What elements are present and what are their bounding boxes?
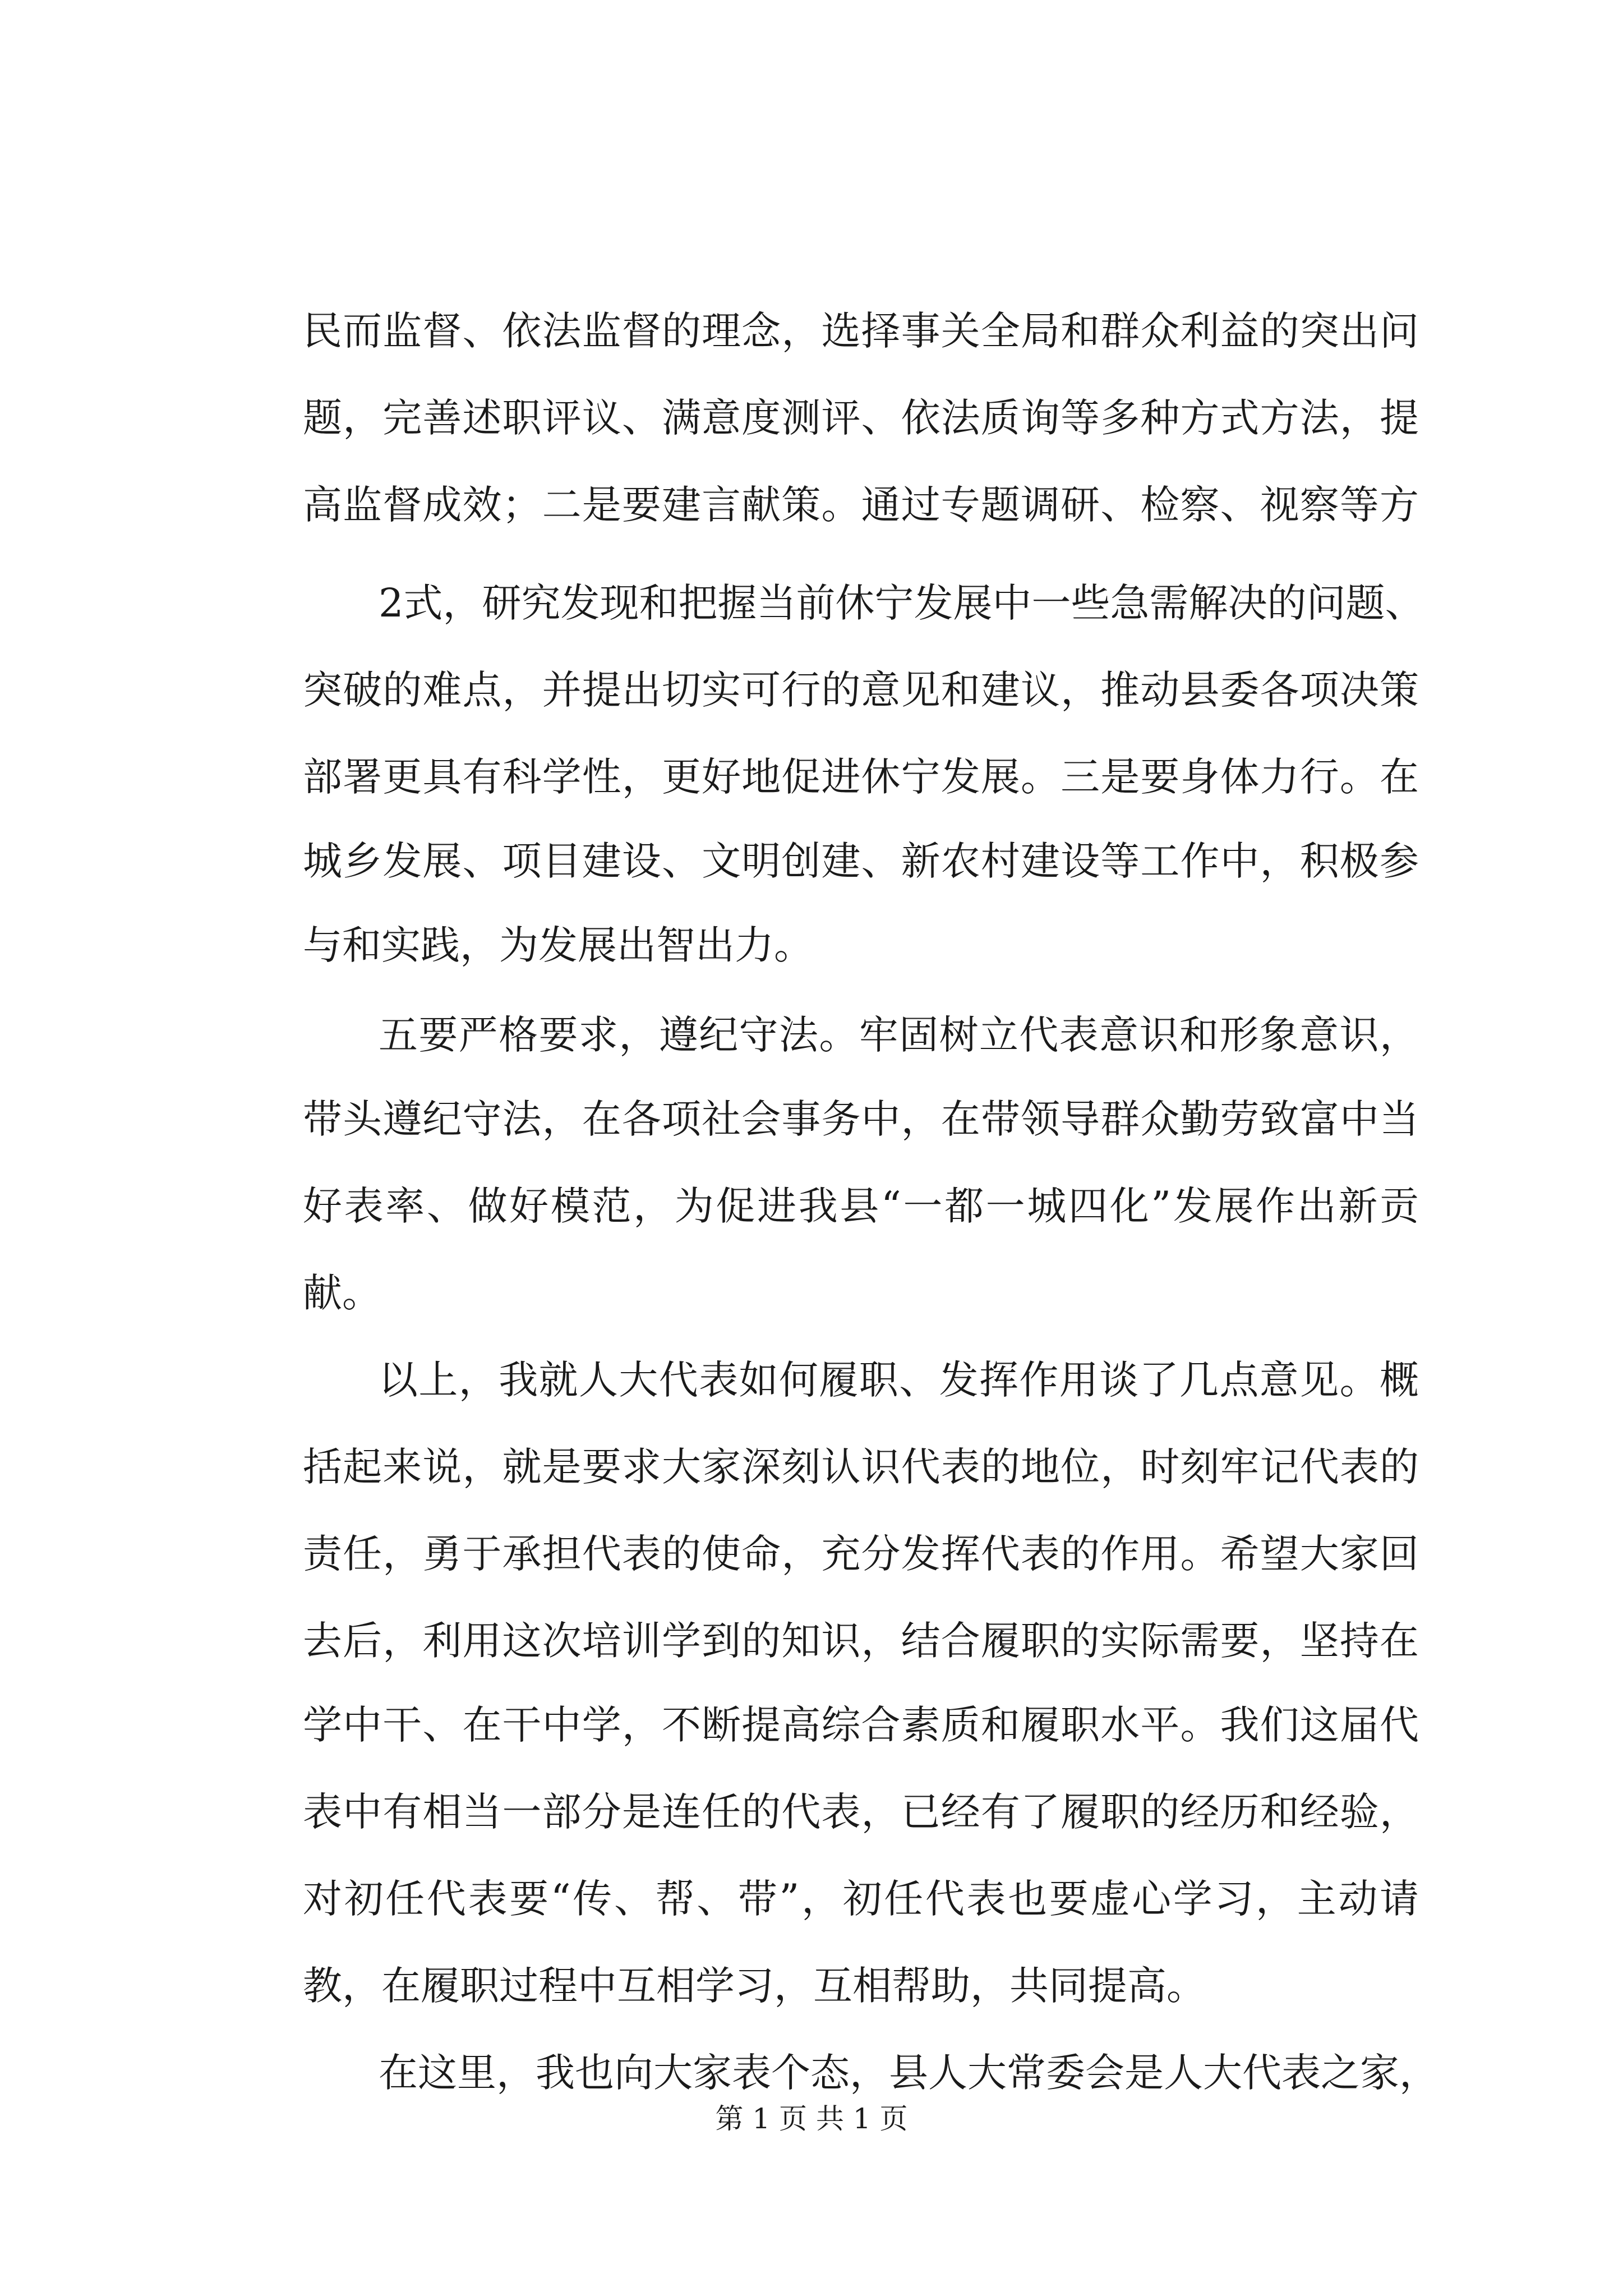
text-line: 五要严格要求，遵纪守法。牢固树立代表意识和形象意识， bbox=[379, 1012, 1419, 1058]
text-line: 部署更具有科学性，更好地促进休宁发展。三是要身体力行。在 bbox=[303, 754, 1419, 800]
text-line: 城乡发展、项目建设、文明创建、新农村建设等工作中，积极参 bbox=[303, 838, 1419, 884]
text-line: 2式，研究发现和把握当前休宁发展中一些急需解决的问题、 bbox=[379, 580, 1424, 626]
text-line: 以上，我就人大代表如何履职、发挥作用谈了几点意见。概 bbox=[379, 1357, 1419, 1403]
text-line: 在这里，我也向大家表个态，县人大常委会是人大代表之家， bbox=[379, 2050, 1438, 2096]
text-line: 对初任代表要“传、帮、带”，初任代表也要虚心学习，主动请 bbox=[303, 1876, 1419, 1922]
text-line: 献。 bbox=[303, 1270, 381, 1316]
text-line: 突破的难点，并提出切实可行的意见和建议，推动县委各项决策 bbox=[303, 667, 1419, 713]
text-line: 带头遵纪守法，在各项社会事务中，在带领导群众勤劳致富中当 bbox=[303, 1096, 1419, 1142]
text-line: 去后，利用这次培训学到的知识，结合履职的实际需要，坚持在 bbox=[303, 1618, 1419, 1664]
text-line: 与和实践，为发展出智出力。 bbox=[303, 922, 813, 968]
text-line: 教，在履职过程中互相学习，互相帮助，共同提高。 bbox=[303, 1963, 1206, 2009]
text-line: 好表率、做好模范，为促进我县“一都一城四化”发展作出新贡 bbox=[303, 1183, 1419, 1229]
text-line: 民而监督、依法监督的理念，选择事关全局和群众利益的突出问 bbox=[303, 308, 1419, 354]
text-line: 表中有相当一部分是连任的代表，已经有了履职的经历和经验， bbox=[303, 1789, 1419, 1835]
text-line: 题，完善述职评议、满意度测评、依法质询等多种方式方法，提 bbox=[303, 395, 1419, 441]
text-line: 括起来说，就是要求大家深刻认识代表的地位，时刻牢记代表的 bbox=[303, 1444, 1419, 1490]
text-line: 学中干、在干中学，不断提高综合素质和履职水平。我们这届代 bbox=[303, 1702, 1419, 1748]
text-line: 高监督成效；二是要建言献策。通过专题调研、检察、视察等方 bbox=[303, 482, 1419, 528]
text-line: 责任，勇于承担代表的使命，充分发挥代表的作用。希望大家回 bbox=[303, 1531, 1419, 1577]
page-footer: 第 1 页 共 1 页 bbox=[715, 2102, 908, 2135]
